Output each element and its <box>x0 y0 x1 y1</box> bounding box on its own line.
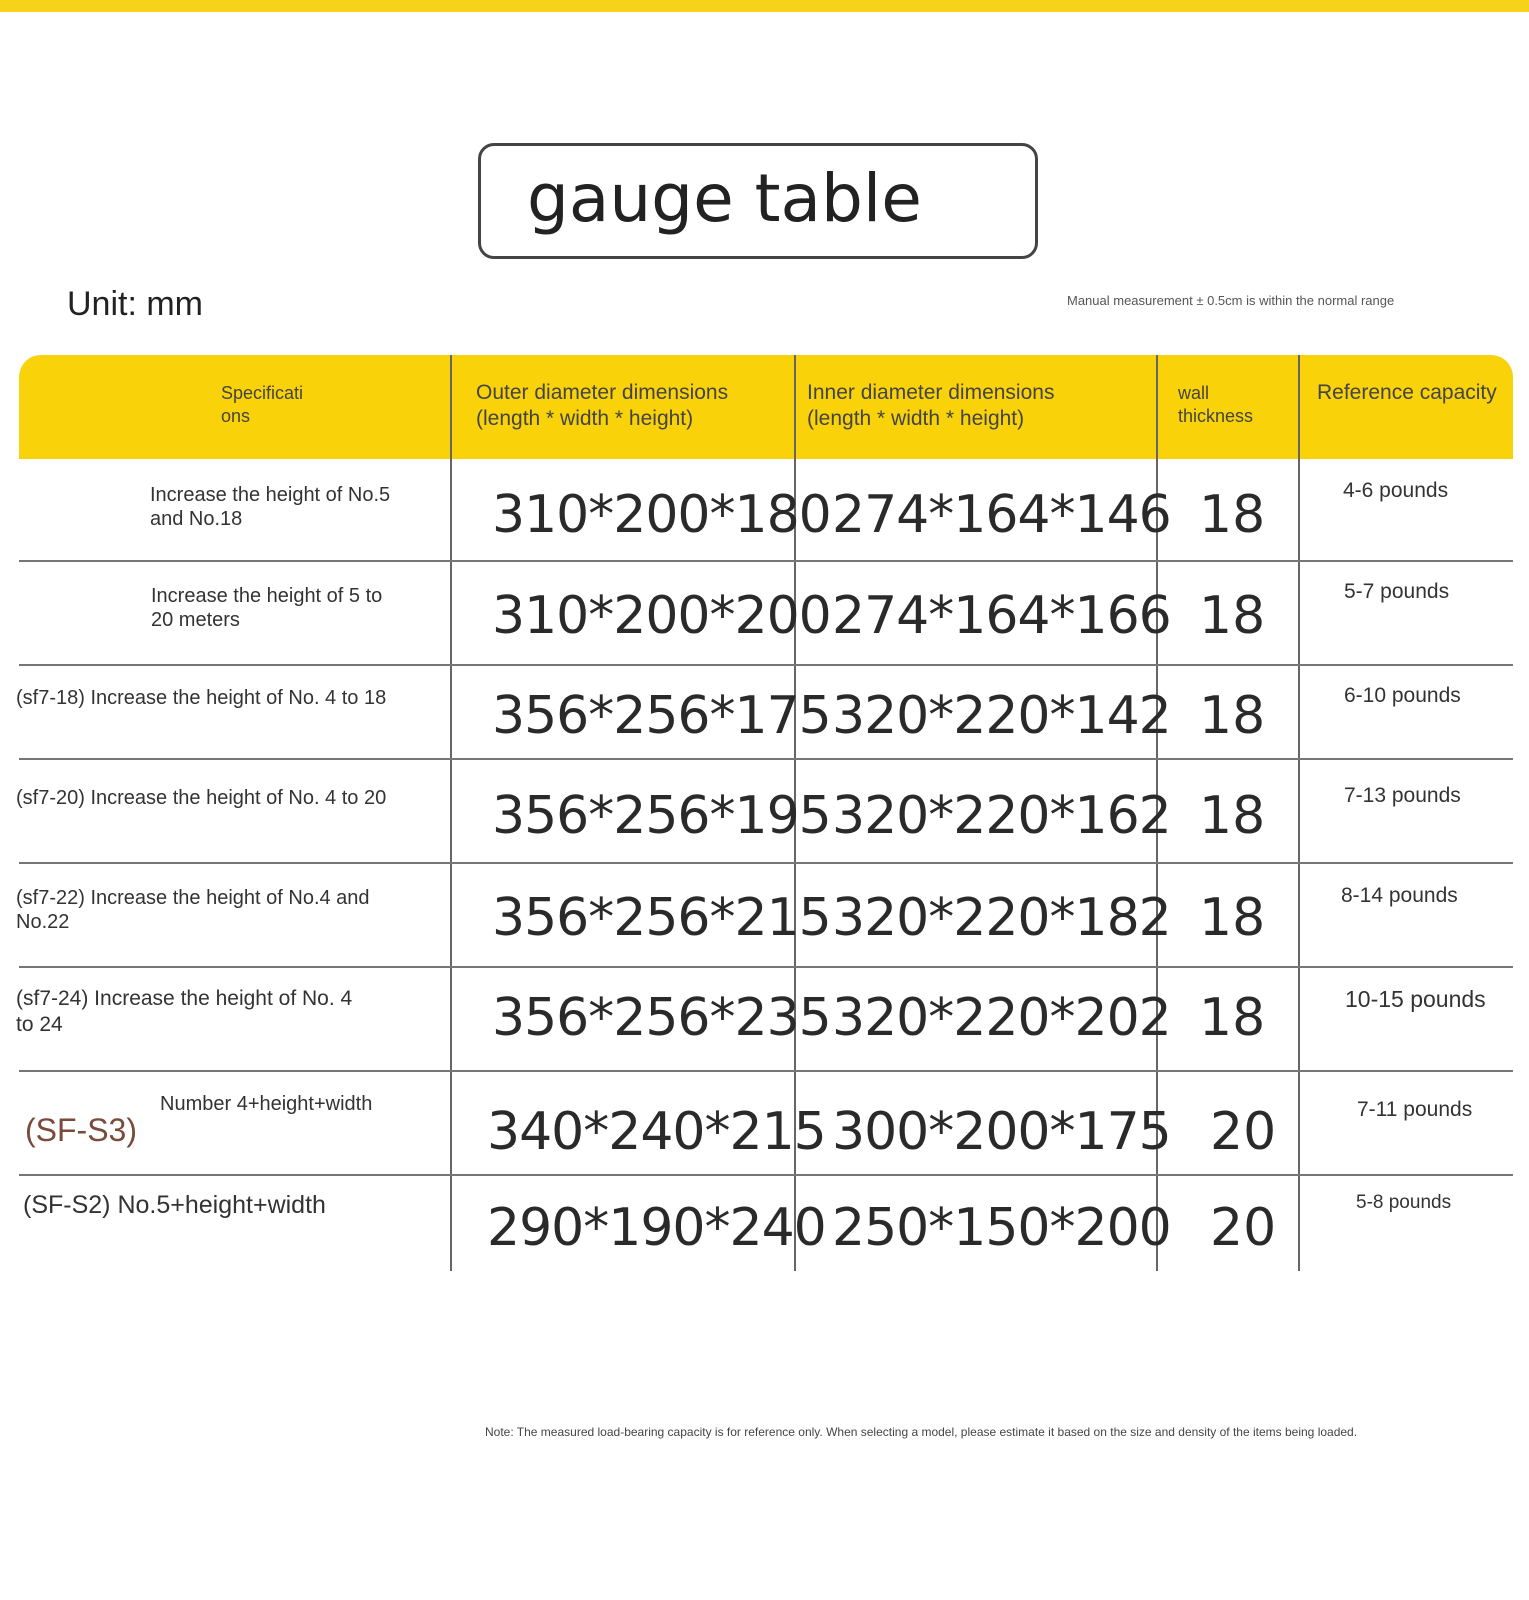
header-inner <box>795 355 1157 459</box>
header-spec-label: Specificati ons <box>221 383 304 426</box>
spec-cell: Increase the height of No.5 and No.18 <box>150 484 391 530</box>
table-row <box>16 666 1513 758</box>
table-row <box>19 459 1513 560</box>
table-header <box>19 355 1513 459</box>
inner-cell: 320*220*162 <box>832 786 1171 846</box>
capacity-cell: 10-15 pounds <box>1345 986 1486 1012</box>
page-title: gauge table <box>527 160 922 237</box>
inner-cell: 320*220*202 <box>832 988 1171 1048</box>
capacity-cell: 5-8 pounds <box>1356 1192 1452 1213</box>
title-box <box>478 143 1038 259</box>
wall-cell: 18 <box>1199 988 1266 1048</box>
measurement-note: Manual measurement ± 0.5cm is within the normal range <box>1067 293 1395 308</box>
header-wall <box>1157 355 1299 459</box>
wall-cell: 18 <box>1199 686 1266 746</box>
header-capacity <box>1299 355 1513 459</box>
inner-cell: 320*220*142 <box>832 686 1171 746</box>
outer-cell: 290*190*240 <box>487 1198 826 1258</box>
outer-cell: 356*256*195 <box>492 786 831 846</box>
spec-code: (SF-S3) <box>25 1112 137 1148</box>
unit-label: Unit: mm <box>67 285 203 323</box>
outer-cell: 340*240*215 <box>487 1102 826 1162</box>
outer-cell: 356*256*175 <box>492 686 831 746</box>
wall-cell: 18 <box>1199 786 1266 846</box>
capacity-cell: 8-14 pounds <box>1341 884 1458 907</box>
table-row <box>16 760 1513 862</box>
inner-cell: 250*150*200 <box>832 1198 1171 1258</box>
header-outer <box>451 355 795 459</box>
table-row <box>19 562 1513 664</box>
spec-cell: (sf7-24) Increase the height of No. 4 to 24 <box>16 987 353 1036</box>
inner-cell: 300*200*175 <box>832 1102 1171 1162</box>
wall-cell: 18 <box>1199 888 1266 948</box>
wall-cell: 20 <box>1210 1198 1277 1258</box>
outer-cell: 310*200*180 <box>492 485 831 545</box>
header-wall-label: wall thickness <box>1178 383 1254 426</box>
header-capacity-label: Reference capacity <box>1317 381 1497 404</box>
capacity-cell: 5-7 pounds <box>1344 580 1450 603</box>
wall-cell: 20 <box>1210 1102 1277 1162</box>
outer-cell: 310*200*200 <box>492 586 831 646</box>
top-accent-bar <box>0 0 1529 12</box>
spec-cell: (SF-S2) No.5+height+width <box>23 1191 326 1219</box>
wall-cell: 18 <box>1199 485 1266 545</box>
inner-cell: 274*164*166 <box>832 586 1171 646</box>
capacity-cell: 7-11 pounds <box>1357 1098 1473 1121</box>
spec-cell: Increase the height of 5 to 20 meters <box>151 585 383 631</box>
table-row <box>16 968 1513 1070</box>
table-row <box>19 1176 1513 1271</box>
table-row <box>19 1072 1513 1174</box>
spec-cell: Number 4+height+width <box>160 1093 373 1115</box>
capacity-cell: 6-10 pounds <box>1344 684 1461 707</box>
table-row <box>16 864 1513 966</box>
header-outer-label: Outer diameter dimensions (length * width * height) <box>476 381 729 430</box>
bottom-note: Note: The measured load-bearing capacity is for reference only. When selecting a model, please estimate it based on the size and density of the items being loaded. <box>485 1425 1358 1439</box>
spec-cell: (sf7-22) Increase the height of No.4 and No.22 <box>16 887 370 933</box>
outer-cell: 356*256*235 <box>492 988 831 1048</box>
header-spec <box>19 355 451 459</box>
inner-cell: 320*220*182 <box>832 888 1171 948</box>
spec-cell: (sf7-18) Increase the height of No. 4 to 18 <box>16 687 387 709</box>
header-inner-label: Inner diameter dimensions (length * width * height) <box>807 381 1055 430</box>
capacity-cell: 7-13 pounds <box>1344 784 1461 807</box>
capacity-cell: 4-6 pounds <box>1343 479 1449 502</box>
outer-cell: 356*256*215 <box>492 888 831 948</box>
inner-cell: 274*164*146 <box>832 485 1171 545</box>
spec-cell: (sf7-20) Increase the height of No. 4 to 20 <box>16 787 387 809</box>
wall-cell: 18 <box>1199 586 1266 646</box>
